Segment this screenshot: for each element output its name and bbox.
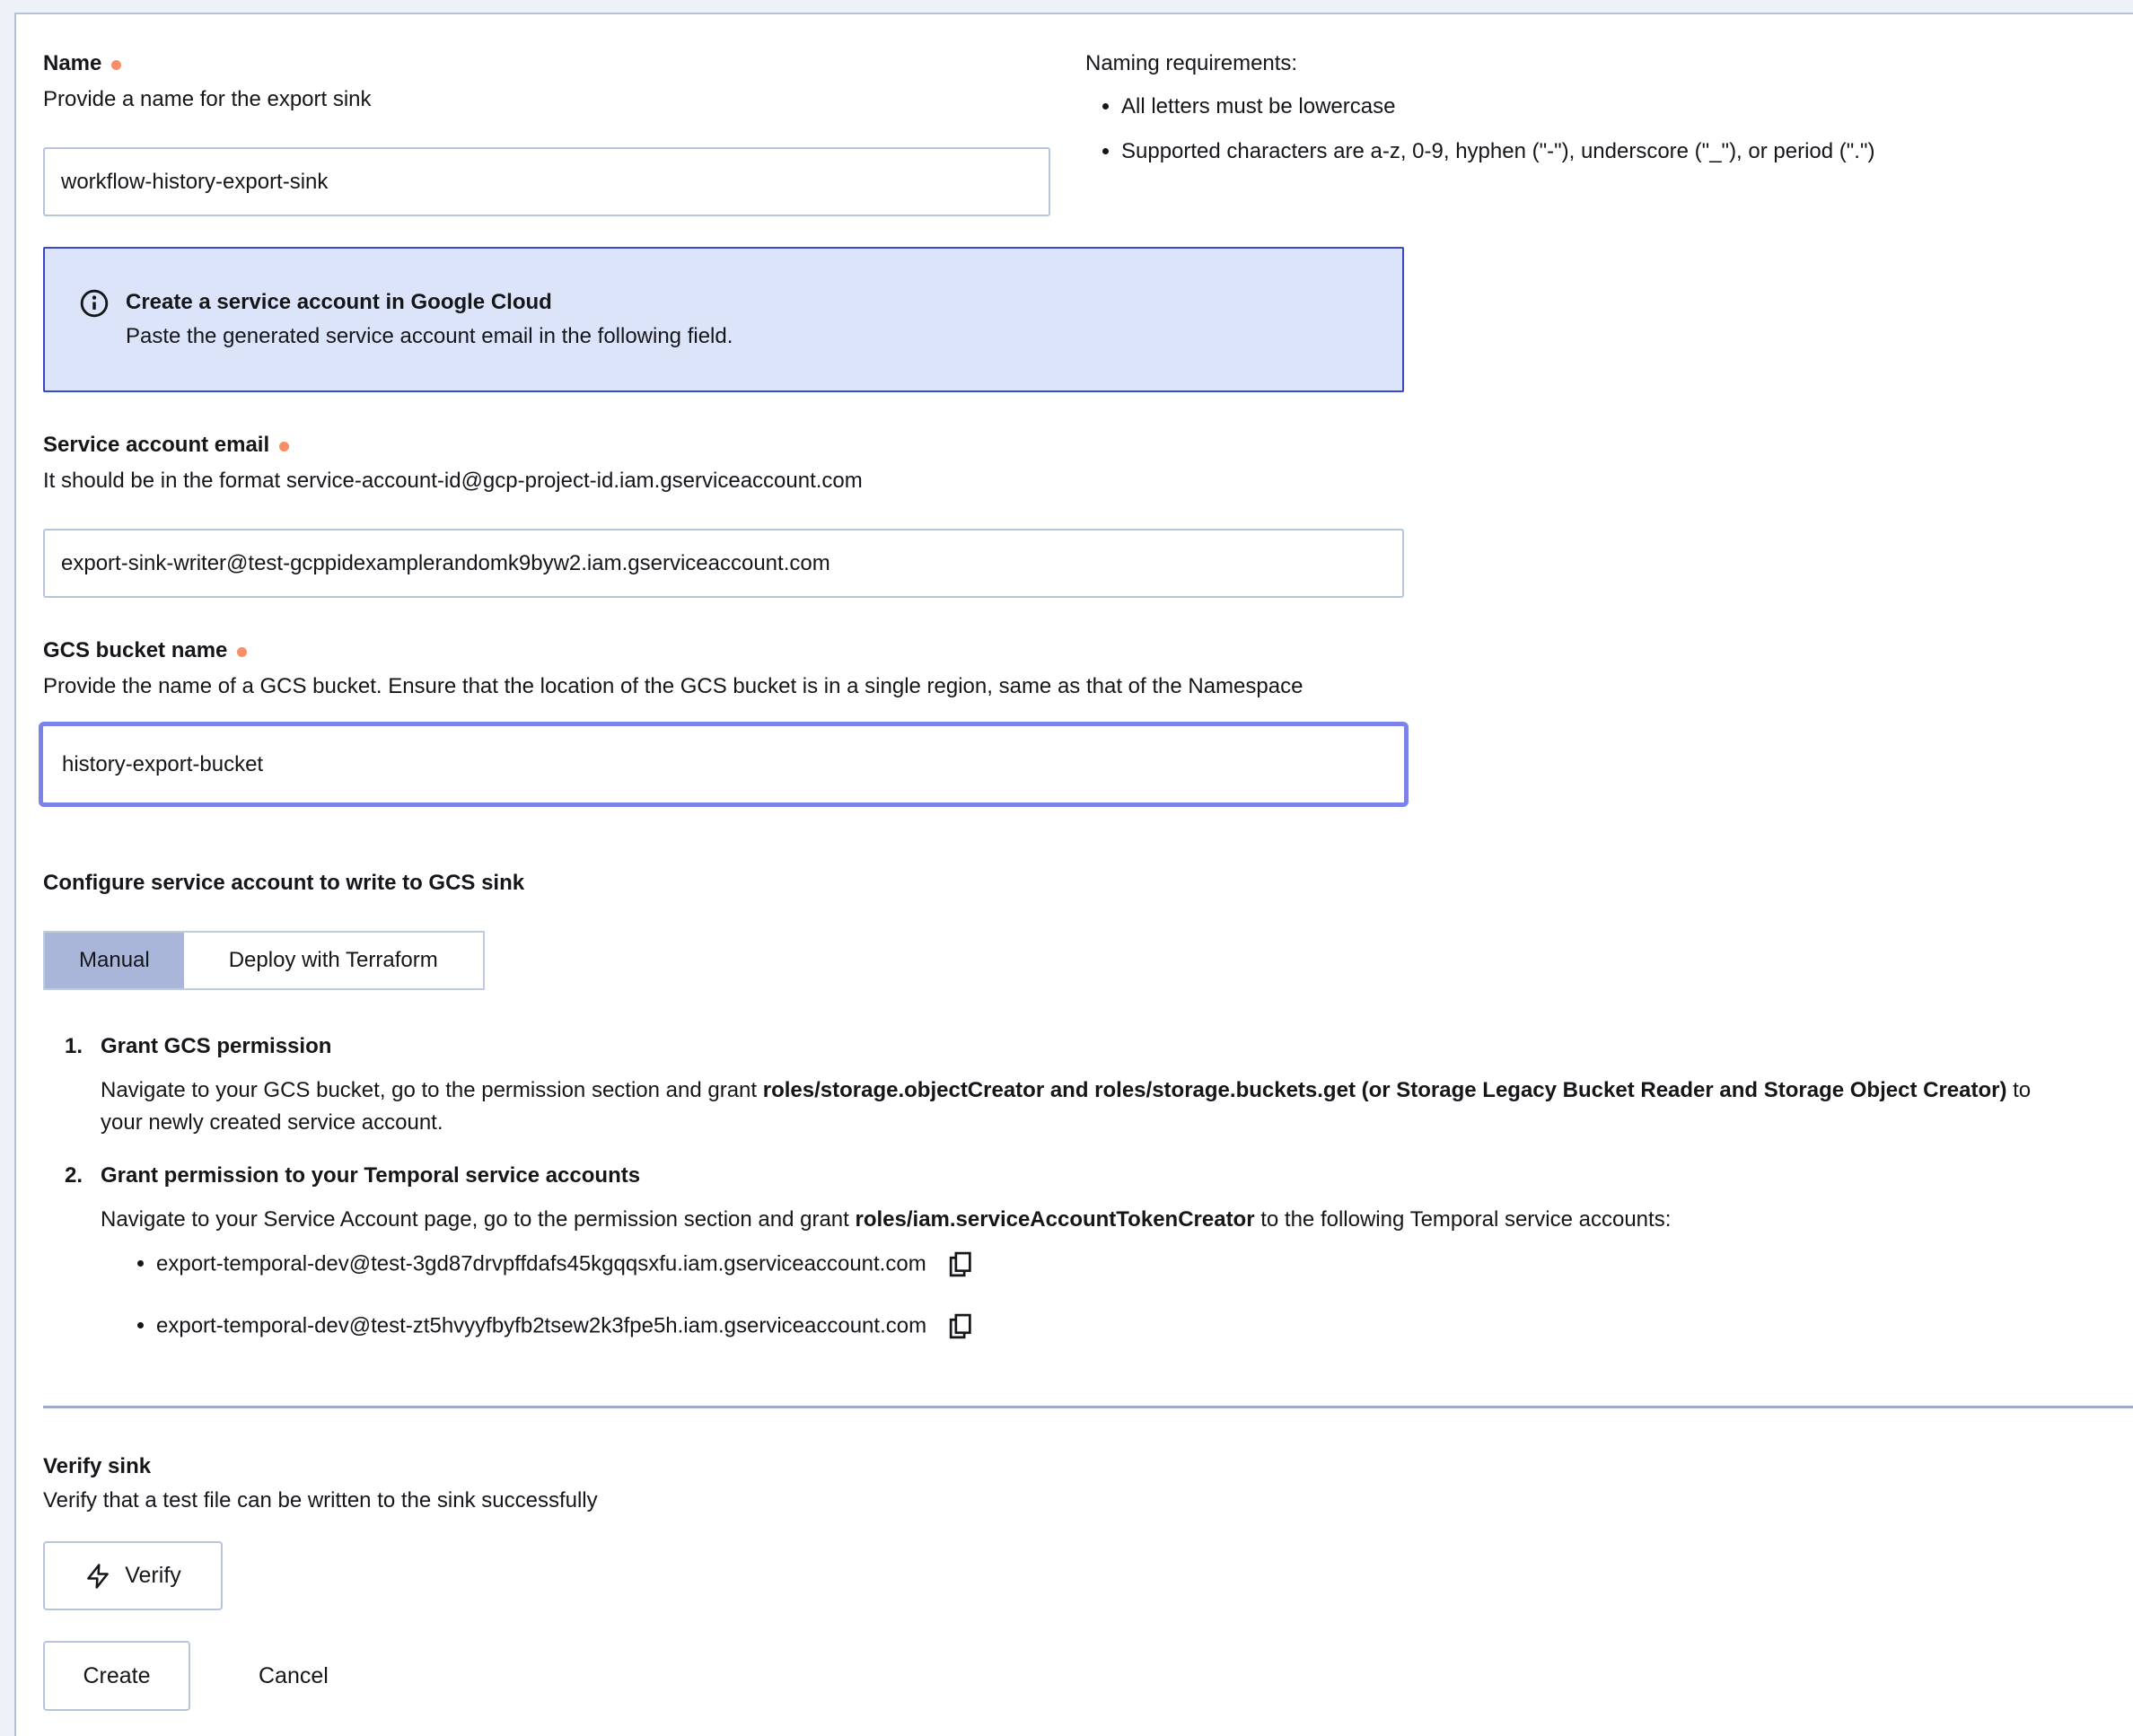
name-input[interactable] <box>43 147 1050 216</box>
verify-sink-heading: Verify sink <box>43 1454 152 1479</box>
bucket-description: Provide the name of a GCS bucket. Ensure that the location of the GCS bucket is in a single region, same as that of the Namespace <box>43 674 1304 698</box>
copy-button[interactable] <box>946 1312 974 1340</box>
tab-deploy-terraform[interactable]: Deploy with Terraform <box>184 933 483 988</box>
step-text-bold: roles/iam.serviceAccountTokenCreator <box>855 1207 1255 1232</box>
name-field-group <box>43 50 1050 216</box>
verify-button[interactable] <box>43 1541 223 1610</box>
verify-sink-description: Verify that a test file can be written to the sink successfully <box>43 1488 598 1513</box>
bucket-field-group <box>43 637 2079 807</box>
copy-icon <box>946 1250 974 1278</box>
verify-button-label: Verify <box>125 1563 181 1589</box>
step-number: 1. <box>65 1034 83 1058</box>
name-label: Name <box>43 51 102 75</box>
required-dot <box>111 60 121 70</box>
required-dot <box>279 442 289 452</box>
bucket-label: GCS bucket name <box>43 638 228 662</box>
info-banner-title: Create a service account in Google Cloud <box>126 290 552 314</box>
service-account-label: Service account email <box>43 433 270 457</box>
create-button[interactable]: Create <box>43 1641 190 1711</box>
step-text <box>101 1204 1671 1236</box>
step-number: 2. <box>65 1163 83 1188</box>
copy-icon <box>946 1312 974 1340</box>
naming-requirements-title: Naming requirements: <box>1085 51 1298 75</box>
service-account-email-input[interactable] <box>43 529 1404 598</box>
form-content <box>16 14 2133 1711</box>
tab-manual[interactable]: Manual <box>45 933 184 988</box>
service-account-field-group <box>43 432 2079 598</box>
required-dot <box>237 647 247 657</box>
form-actions <box>43 1641 2079 1711</box>
service-account-email: export-temporal-dev@test-zt5hvyyfbyfb2tsew2k3fpe5h.iam.gserviceaccount.com <box>156 1313 927 1338</box>
step-title: Grant permission to your Temporal service accounts <box>101 1163 641 1188</box>
temporal-service-accounts-list <box>101 1249 1671 1341</box>
service-account-email: export-temporal-dev@test-3gd87drvpffdafs45kgqqsxfu.iam.gserviceaccount.com <box>156 1251 926 1276</box>
step-text-plain: to your newly created service account. <box>101 1078 2032 1135</box>
bucket-name-input[interactable] <box>39 722 1409 807</box>
step-title: Grant GCS permission <box>101 1034 332 1058</box>
step-text <box>101 1074 2049 1139</box>
step-grant-gcs-permission <box>65 1031 2079 1139</box>
step-grant-temporal-permission <box>65 1161 2079 1372</box>
section-divider <box>43 1406 2133 1408</box>
name-description: Provide a name for the export sink <box>43 87 372 111</box>
config-method-tabs <box>43 931 485 990</box>
naming-requirements <box>1085 50 1874 183</box>
lightning-icon <box>84 1563 111 1590</box>
info-banner-text <box>126 285 733 354</box>
configure-heading: Configure service account to write to GCS sink <box>43 871 525 895</box>
service-account-description: It should be in the format service-account-id@gcp-project-id.iam.gserviceaccount.com <box>43 469 863 493</box>
naming-requirements-list <box>1085 93 1874 165</box>
form-panel <box>14 13 2133 1736</box>
service-account-item <box>156 1249 1671 1280</box>
naming-requirement-item: • Supported characters are a-z, 0-9, hyphen ("-"), underscore ("_"), or period (".") <box>1121 138 1874 165</box>
service-account-item <box>156 1311 1671 1342</box>
step-text-plain: to the following Temporal service accounts: <box>1254 1207 1672 1232</box>
step-text-plain: Navigate to your GCS bucket, go to the permission section and grant <box>101 1078 763 1102</box>
naming-requirement-item: • All letters must be lowercase <box>1121 93 1874 120</box>
cancel-button[interactable]: Cancel <box>250 1641 338 1711</box>
info-icon <box>78 287 110 354</box>
copy-button[interactable] <box>946 1250 974 1278</box>
info-banner <box>43 247 1404 392</box>
info-banner-description: Paste the generated service account email in the following field. <box>126 324 733 348</box>
name-row <box>43 50 2079 216</box>
step-text-plain: Navigate to your Service Account page, go to the permission section and grant <box>101 1207 856 1232</box>
step-text-bold: roles/storage.objectCreator and roles/storage.buckets.get (or Storage Legacy Bucket Reader and Storage Object Creator) <box>762 1078 2007 1102</box>
manual-steps <box>43 1031 2079 1372</box>
